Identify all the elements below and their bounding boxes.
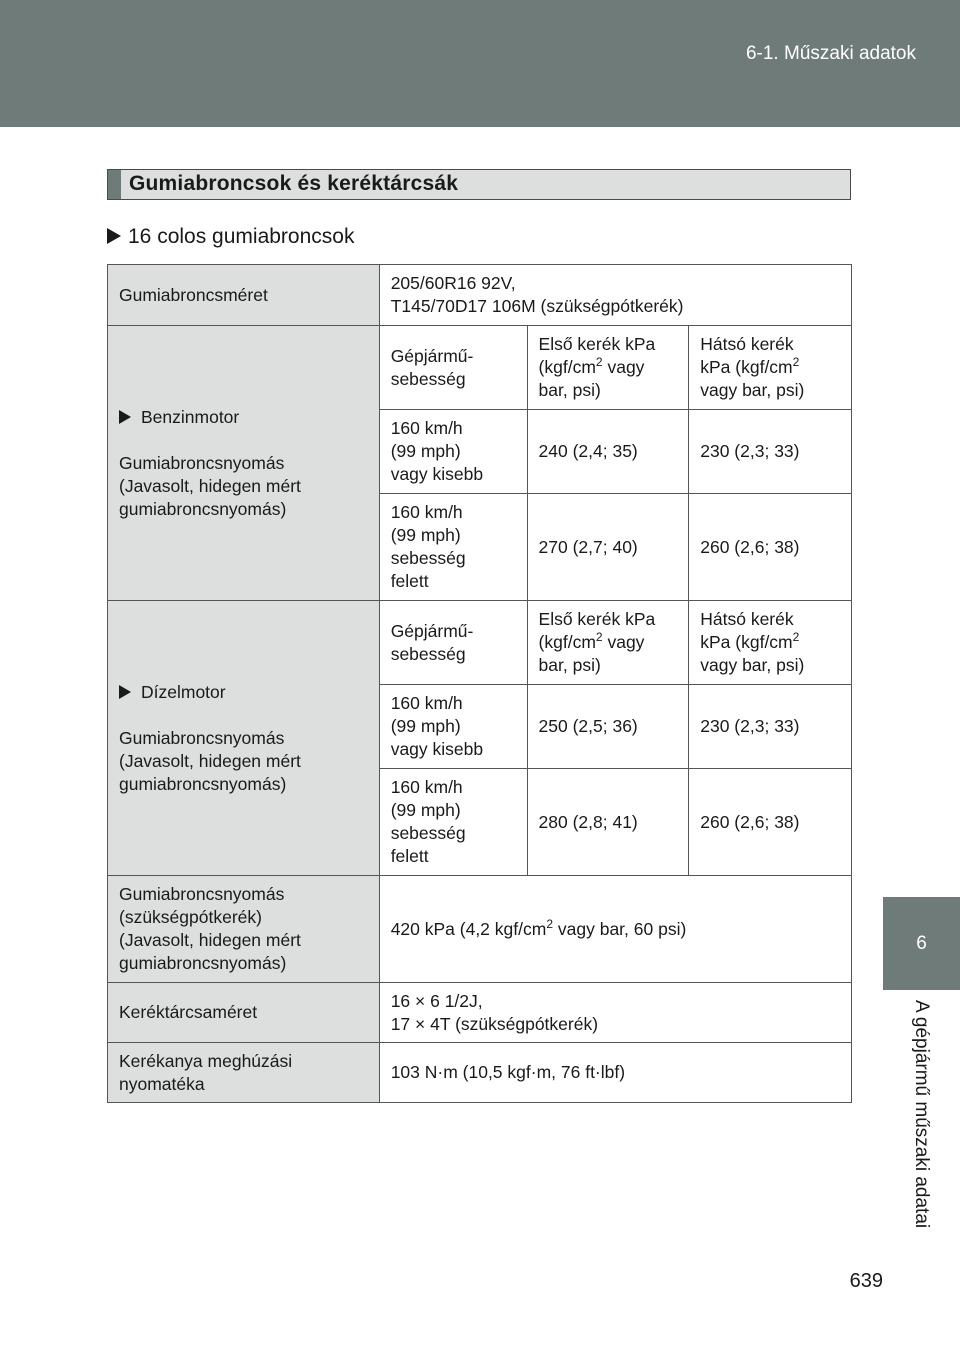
pressure-note-line: Gumiabroncsnyomás: [119, 727, 285, 748]
header-line: kPa ($kgf/cm^2$: [700, 355, 800, 377]
wheel-size-value: 16 × 6 1/2J, 17 × 4T (szükségpótkerék): [379, 983, 851, 1043]
table-row: [108, 876, 852, 983]
page-number: 639: [849, 1270, 883, 1292]
gasoline-label: [108, 326, 380, 601]
triangle-bullet-icon: [119, 685, 131, 699]
diesel-label: [108, 601, 380, 876]
front-pressure: 270 (2,7; 40): [527, 494, 689, 601]
pressure-note-line: (Javasolt, hidegen mért: [119, 475, 301, 496]
header-line: Hátsó kerék: [700, 334, 794, 354]
speed-high: 160 km/h (99 mph) sebesség felett: [379, 769, 527, 876]
section-heading: [107, 169, 851, 200]
section-heading-bar: [108, 170, 121, 199]
front-header: Első kerék kPa ($kgf/cm^2$ vagy bar, psi): [527, 601, 689, 685]
subsection-title: 16 colos gumiabroncsok: [128, 225, 355, 248]
rear-pressure: 230 (2,3; 33): [689, 410, 852, 494]
engine-name: [119, 681, 368, 704]
header-line: Első kerék kPa: [538, 334, 656, 354]
table-row: [108, 983, 852, 1043]
speed-low: 160 km/h (99 mph) vagy kisebb: [379, 410, 527, 494]
speed-header: Gépjármű- sebesség: [379, 601, 527, 685]
triangle-bullet-icon: [107, 228, 121, 244]
pressure-note-line: (Javasolt, hidegen mért: [119, 750, 301, 771]
triangle-bullet-icon: [119, 410, 131, 424]
tire-spec-table: [107, 264, 852, 1103]
table-row: [108, 326, 852, 410]
torque-value: 103 N·m (10,5 kgf·m, 76 ft·lbf): [379, 1043, 851, 1103]
rear-pressure: 260 (2,6; 38): [689, 494, 852, 601]
front-pressure: 280 (2,8; 41): [527, 769, 689, 876]
header-line: Gépjármű-: [390, 345, 474, 366]
rear-pressure: 230 (2,3; 33): [689, 685, 852, 769]
front-pressure: 240 (2,4; 35): [527, 410, 689, 494]
header-line: vagy bar, psi): [700, 380, 805, 400]
speed-low: 160 km/h (99 mph) vagy kisebb: [379, 685, 527, 769]
header-band: [0, 0, 960, 127]
header-line: ($kgf/cm^2$ vagy: [538, 355, 645, 377]
tire-size-label: Gumiabroncsméret: [108, 265, 380, 326]
pressure-note-line: gumiabroncsnyomás): [119, 773, 287, 794]
table-row: [108, 601, 852, 685]
speed-header: [379, 326, 527, 410]
front-header: [527, 326, 689, 410]
tire-size-value: [379, 265, 851, 326]
chapter-tab: 6: [883, 897, 960, 990]
spare-pressure-label: Gumiabroncsnyomás (szükségpótkerék) (Javasolt, hidegen mért gumiabroncsnyomás): [108, 876, 380, 983]
speed-high: 160 km/h (99 mph) sebesség felett: [379, 494, 527, 601]
wheel-size-label: Keréktárcsaméret: [108, 983, 380, 1043]
engine-name: [119, 406, 368, 429]
rear-pressure: 260 (2,6; 38): [689, 769, 852, 876]
torque-label: Kerékanya meghúzási nyomatéka: [108, 1043, 380, 1103]
subsection-heading: [107, 225, 354, 249]
header-line: bar, psi): [538, 380, 601, 400]
tire-size-line: 205/60R16 92V,: [390, 273, 516, 293]
front-pressure: 250 (2,5; 36): [527, 685, 689, 769]
pressure-note-line: Gumiabroncsnyomás: [119, 452, 285, 473]
rear-header: [689, 326, 852, 410]
rear-header: Hátsó kerék kPa ($kgf/cm^2$ vagy bar, psi): [689, 601, 852, 685]
pressure-note-line: gumiabroncsnyomás): [119, 498, 287, 519]
header-line: sebesség: [390, 368, 466, 389]
engine-name-text: Dízelmotor: [141, 681, 226, 702]
section-title: Gumiabroncsok és keréktárcsák: [129, 172, 459, 195]
table-row: [108, 265, 852, 326]
chapter-side-title-text: A gépjármű műszaki adatai: [911, 1000, 932, 1229]
table-row: [108, 1043, 852, 1103]
running-head: 6-1. Műszaki adatok: [745, 43, 916, 64]
engine-name-text: Benzinmotor: [141, 406, 240, 427]
tire-size-line: T145/70D17 106M (szükségpótkerék): [390, 296, 684, 316]
spare-pressure-value: 420 kPa (4,2 kgf/$cm^2$ vagy bar, 60 psi): [379, 876, 851, 983]
